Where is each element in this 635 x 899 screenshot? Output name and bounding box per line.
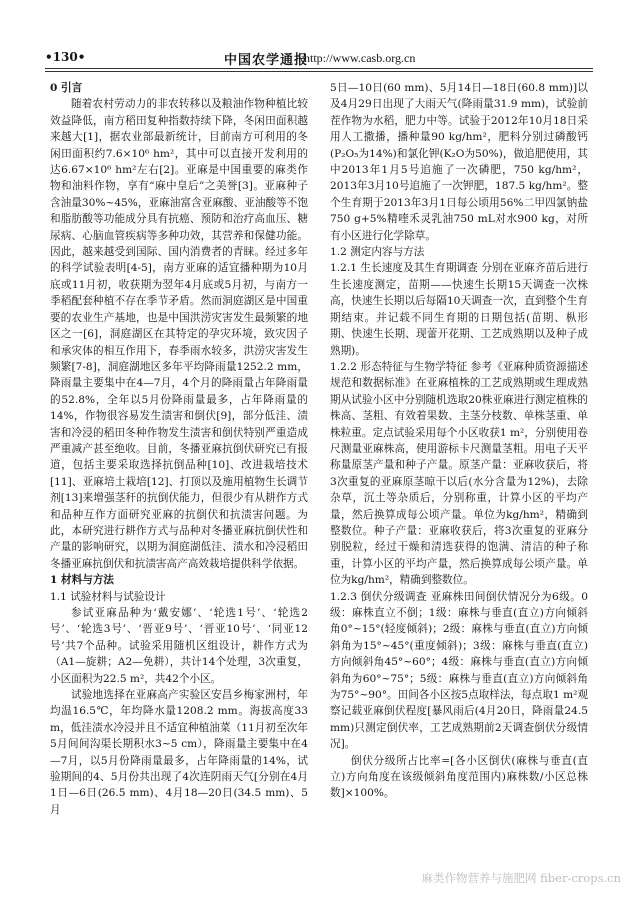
body-paragraph: 参试亚麻品种为‘戴安娜’、‘轮选1号’、‘轮选2号’、‘轮选3号’、‘晋亚9号’、‘晋亚10号’、‘同亚12号’共7个品种。试验采用随机区组设计，耕作方式为（A1—旋耕；A2—免耕），共计14个处理，3次重复，小区面积为22.5 m²，共42个小区。 (50, 607, 308, 685)
paragraph-text: 分别在亚麻齐苗后进行生长速度测定，苗期——快速生长期15天调查一次株高，快速生长期以后每隔10天调查一次，直到整个生育期结束。并记载不同生育期的日期包括(苗期、枞形期、快速生长期、现蕾开花期、工艺成熟期以及种子成熟期)。 (330, 262, 588, 357)
paragraph-lead: 1.2.1 生长速度及其生育期调查 (330, 262, 478, 275)
left-column (50, 80, 308, 818)
paragraph-lead: 1.2.3 倒伏分级调查 (330, 590, 427, 603)
paragraph-text: 亚麻株田间倒伏情况分为6级。0级：麻株直立不倒；1级：麻株与垂直(直立)方向倾斜角0°~15°(轻度倾斜)；2级：麻株与垂直(直立)方向倾斜角为15°~45°(重度倾斜)；3级：麻株与垂直(直立)方向倾斜角45°~60°；4级：麻株与垂直(直立)方向倾斜角为60°~75°；5级：麻株与垂直(直立)方向倾斜角为75°~90°。田间各小区按5点取样法，每点取1 m²观察记载亚麻倒伏程度[暴风雨后(4月20日，降雨量24.5 mm)只测定倒伏率，工艺成熟期前2天调查倒伏分级情况]。 (330, 590, 588, 751)
paragraph-text: 参考《亚麻种质资源描述规范和数据标准》在亚麻植株的工艺成熟期或生理成熟期从试验小区中分别随机选取20株亚麻进行测定植株的株高、茎粗、有效着果数、主茎分枝数、单株茎重、单株粒重。定点试验采用每个小区收获1 m²，分别使用卷尺测量亚麻株高，使用游标卡尺测量茎粗。用电子天平称量原茎产量和种子产量。原茎产量：亚麻收获后，将3次重复的亚麻原茎晾干以后(水分含量为12%)，去除杂草，沉土等杂质后，分别称重，计算小区的平均产量，然后换算成每公顷产量。单位为kg/hm²，精确到整数位。种子产量：亚麻收获后，将3次重复的亚麻分别脱粒，经过干燥和清选获得的饱满、清洁的种子称重，计算小区的平均产量，然后换算成每公顷产量。单位为kg/hm²，精确到整数位。 (330, 360, 589, 587)
body-paragraph: 5日—10日(60 mm)、5月14日—18日(60.8 mm)]以及4月29日出现了大雨天气(降雨量31.9 mm)，试验前茬作物为水稻，肥力中等。试验于2012年10月18日采用人工撒播，播种量90 kg/hm²，肥料分别过磷酸钙(P₂O₅为14%)和氯化钾(K₂O为50%)，做追肥使用，其中2013年1月5号追施了一次磷肥，750 kg/hm²，2013年3月10号追施了一次钾肥，187.5 kg/hm²。整个生育期于2013年3月1日每公顷用56%二甲四氯钠盐750 g+5%精喹禾灵乳油750 mL对水900 kg，对所有小区进行化学除草。 (330, 82, 588, 242)
body-paragraph (330, 260, 588, 358)
watermark: 麻类作物营养与施肥网 fiber-crops.cn (421, 871, 621, 885)
subsection-heading: 1.2 测定内容与方法 (330, 246, 425, 259)
body-paragraph: 随着农村劳动力的非农转移以及粮油作物种植比较效益降低，南方稻田复种指数持续下降，冬闲田面积越来越大[1]，据农业部最新统计，目前南方可利用的冬闲田面积约7.6×10⁶ hm²，其中可以直接开发利用的达6.67×10⁶ hm²左右[2]。亚麻是中国重要的麻类作物和油料作物，享有“麻中皇后”之美誉[3]。亚麻种子含油量30%~45%，亚麻油富含亚麻酸、亚油酸等不饱和脂肪酸等功能成分具有抗癌、预防和治疗高血压、糖尿病、心脑血管疾病等多种功效，其营养和保健功能。因此，越来越受到国际、国内消费者的青睐。经过多年的科学试验表明[4-5]，南方亚麻的适宜播种期为10月底或11月初，收获期为翌年4月底或5月初，与南方一季稻配套种植不存在季节矛盾。然而洞庭湖区是中国重要的农业生产基地，也是中国洪涝灾害发生最频繁的地区之一[6]，洞庭湖区在其特定的孕灾环境，致灾因子和承灾体的相互作用下，春季雨水较多，洪涝灾害发生频繁[7-8]，洞庭湖地区多年平均降雨量1252.2 mm，降雨量主要集中在4—7月，4个月的降雨量占年降雨量的52.8%，全年以5月份降雨量最多，占年降雨量的14%，作物很容易发生渍害和倒伏[9]，部分低洼、渍害和冷浸的稻田冬种作物发生渍害和倒伏特别严重造成严重减产甚至绝收。目前，冬播亚麻抗倒伏研究已有报道，包括主要采取选择抗倒品种[10]、改进栽培技术[11]、亚麻培土栽培[12]、打顶以及施用植物生长调节剂[13]来增强茎秆的抗倒伏能力，但很少有从耕作方式和品种互作方面研究亚麻的抗倒伏和抗渍害问题。为此，本研究进行耕作方式与品种对冬播亚麻抗倒伏性和产量的影响研究，以期为洞庭湖低洼、渍水和冷浸稻田冬播亚麻抗倒伏和抗渍害高产高效栽培提供科学依据。 (50, 98, 308, 570)
subsection-heading: 1.1 试验材料与试验设计 (50, 590, 166, 603)
paragraph-lead: 1.2.2 形态特征与生物学特征 (330, 360, 468, 373)
section-heading: 1 材料与方法 (50, 574, 115, 587)
right-column (330, 80, 588, 802)
body-paragraph: 试验地选择在亚麻高产实验区安昌乡梅家洲村，年均温16.5℃，年均降水量1208.2 mm。海拔高度33 m，低洼渍水冷浸并且不适宜种植油菜（11月初至次年5月间间沟渠长期积水3~5 cm），降雨量主要集中在4—7月，以5月份降雨量最多，占年降雨量的14%，试验期间的4、5月份共出现了4次连阴雨天气[分别在4月1日—6日(26.5 mm)、4月18—20日(34.5 mm)、5月 (50, 689, 308, 816)
body-paragraph (330, 359, 588, 589)
journal-url[interactable]: http://www.casb.org.cn (304, 51, 416, 65)
body-paragraph (330, 589, 588, 753)
body-paragraph: 倒伏分级所占比率=[各小区倒伏(麻株与垂直(直立)方向角度在该级倾斜角度范围内)麻株数/小区总株数]×100%。 (330, 754, 588, 800)
header-rule-top (45, 68, 593, 69)
section-heading: 0 引言 (50, 82, 83, 94)
journal-name: 中国农学通报 (224, 53, 309, 68)
header-rule-bottom (45, 71, 593, 72)
page-number: •130• (45, 50, 86, 64)
